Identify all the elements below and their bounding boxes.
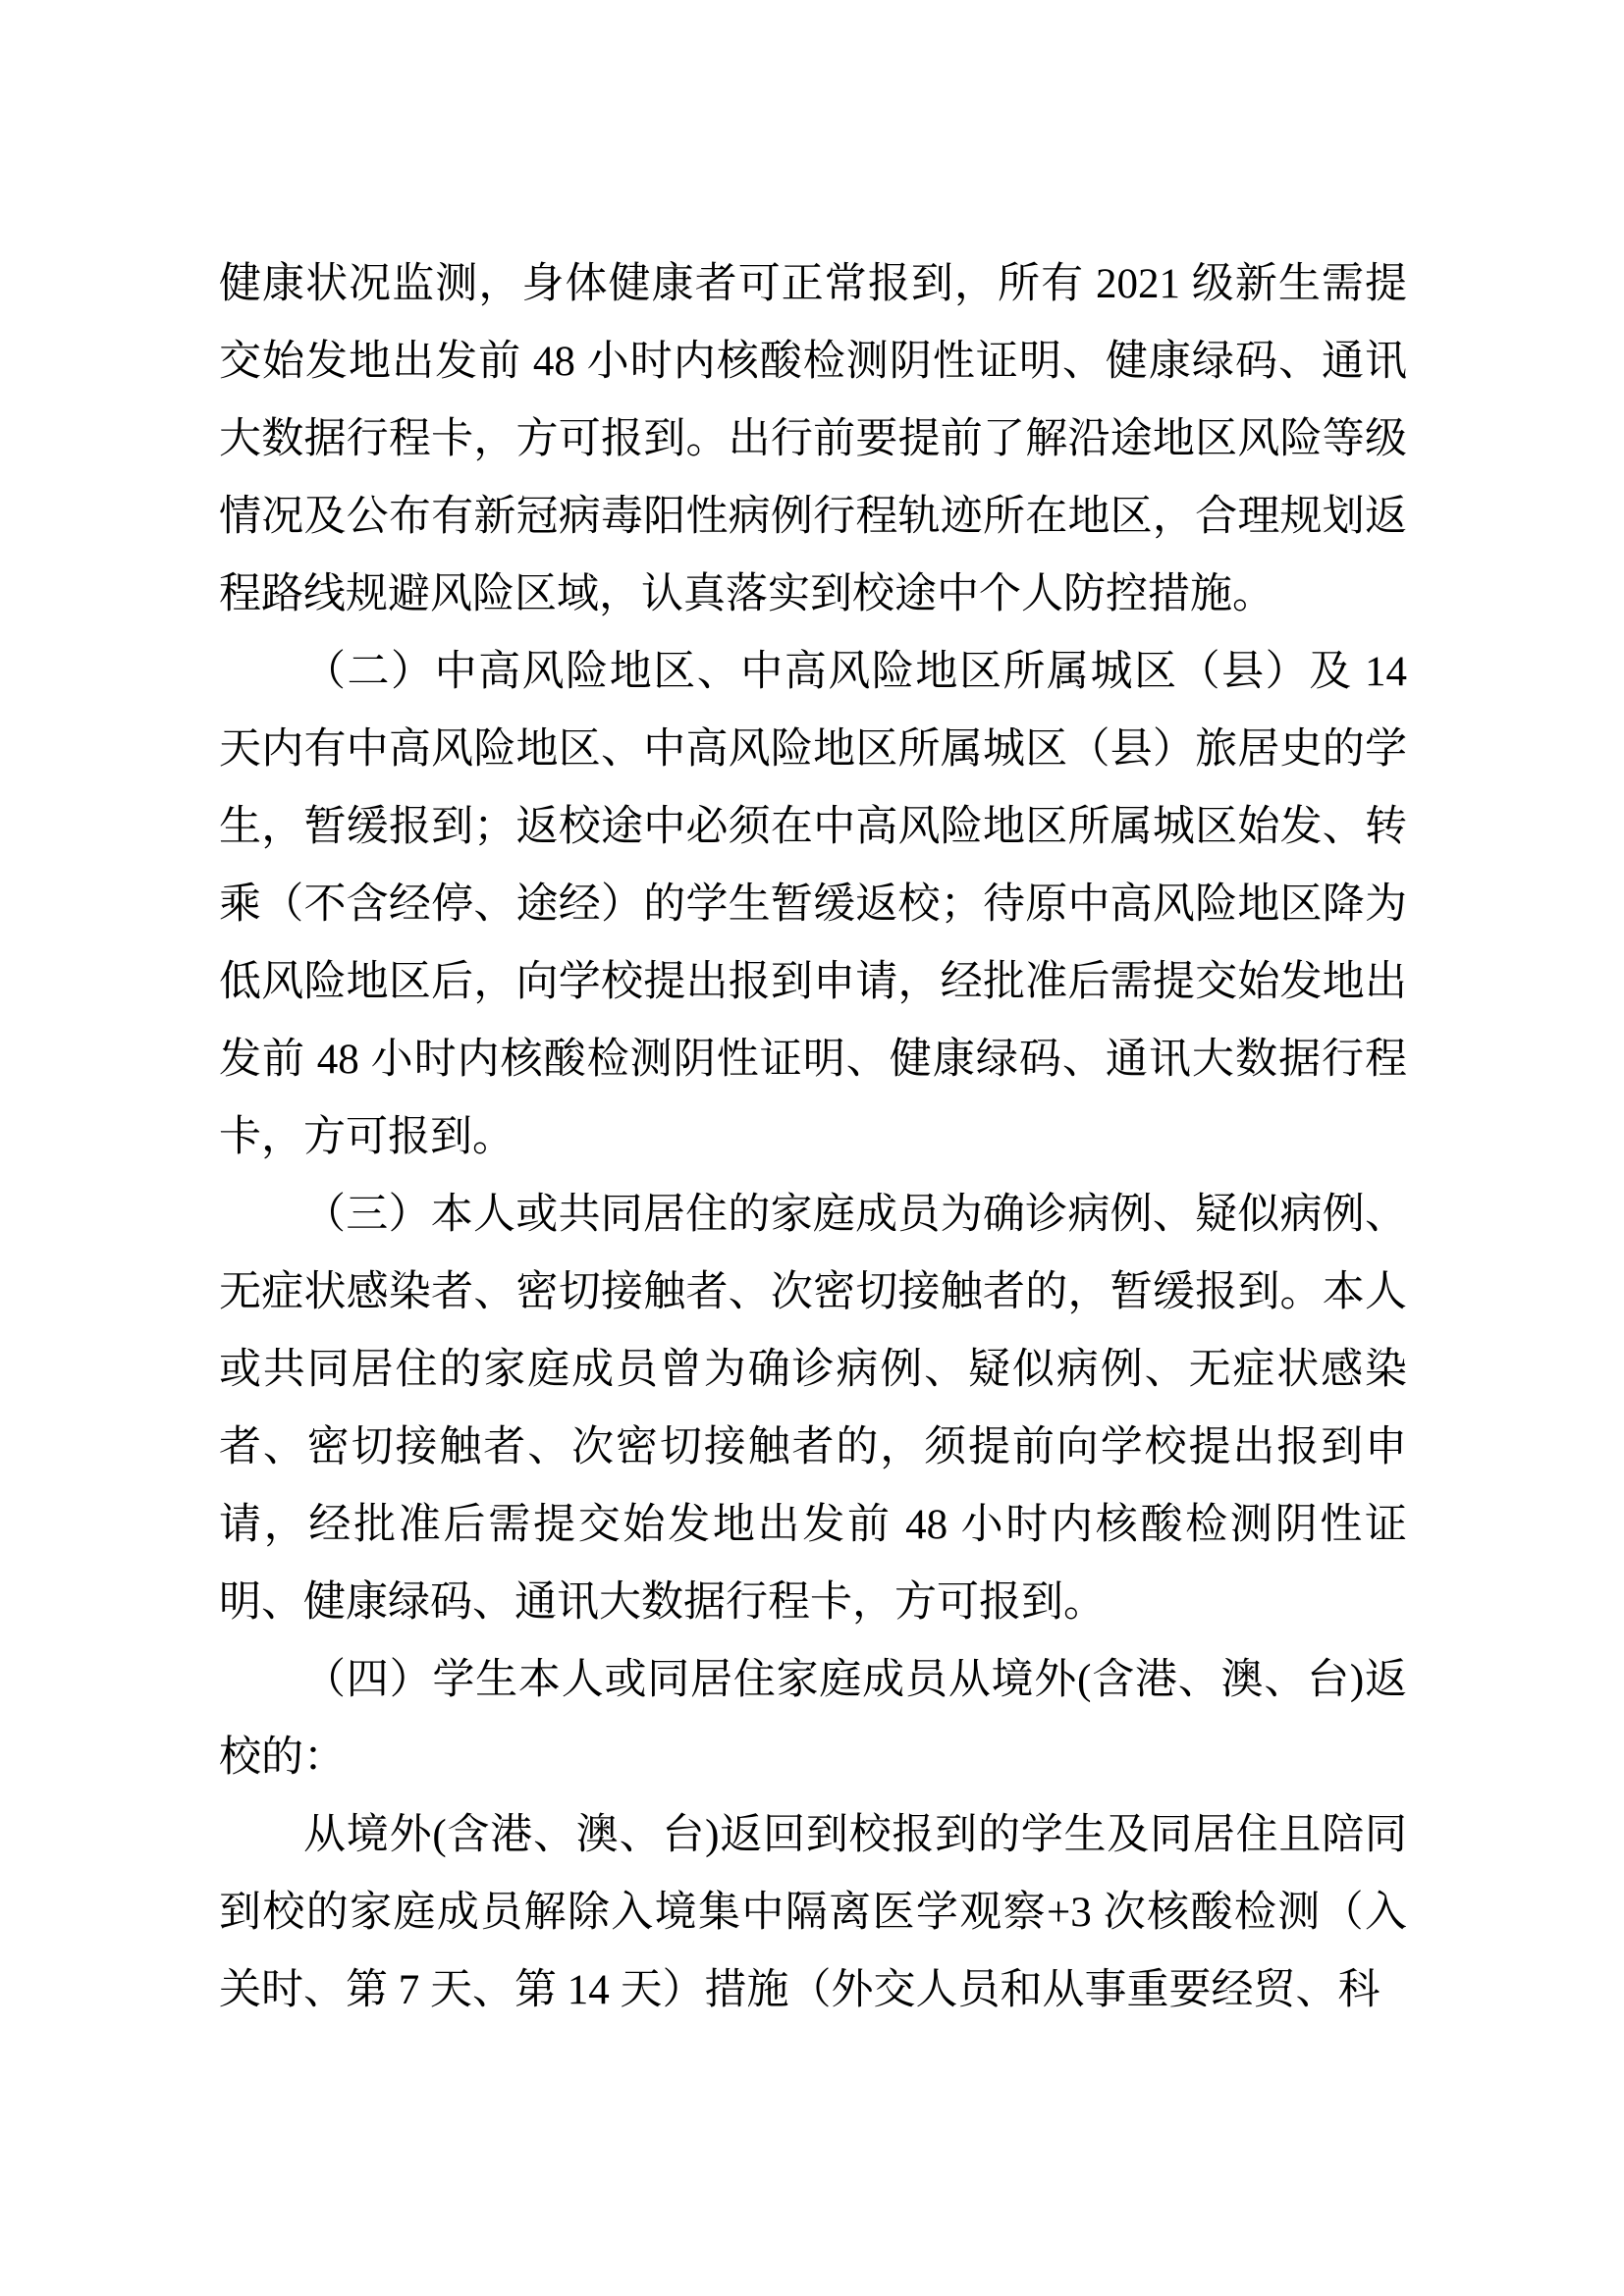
- paragraph-overseas-return: 从境外(含港、澳、台)返回到校报到的学生及同居住且陪同到校的家庭成员解除入境集中隔离医学观察+3 次核酸检测（入关时、第 7 天、第 14 天）措施（外交人员和从事重要经贸、科: [219, 1812, 1407, 2013]
- document-text-block: [219, 245, 1407, 2029]
- paragraph-item-four: （四）学生本人或同居住家庭成员从境外(含港、澳、台)返校的：: [219, 1657, 1407, 1781]
- paragraph-item-two: （二）中高风险地区、中高风险地区所属城区（县）及 14 天内有中高风险地区、中高风险地区所属城区（县）旅居史的学生，暂缓报到；返校途中必须在中高风险地区所属城区始发、转乘（不含经停、途经）的学生暂缓返校；待原中高风险地区降为低风险地区后，向学校提出报到申请，经批准后需提交始发地出发前 48 小时内核酸检测阴性证明、健康绿码、通讯大数据行程卡，方可报到。: [219, 649, 1407, 1160]
- paragraph-continuation: 健康状况监测，身体健康者可正常报到，所有 2021 级新生需提交始发地出发前 48 小时内核酸检测阴性证明、健康绿码、通讯大数据行程卡，方可报到。出行前要提前了解沿途地区风险等级情况及公布有新冠病毒阳性病例行程轨迹所在地区，合理规划返程路线规避风险区域，认真落实到校途中个人防控措施。: [219, 261, 1407, 617]
- paragraph-item-three: （三）本人或共同居住的家庭成员为确诊病例、疑似病例、无症状感染者、密切接触者、次密切接触者的，暂缓报到。本人或共同居住的家庭成员曾为确诊病例、疑似病例、无症状感染者、密切接触者、次密切接触者的，须提前向学校提出报到申请，经批准后需提交始发地出发前 48 小时内核酸检测阴性证明、健康绿码、通讯大数据行程卡，方可报到。: [219, 1192, 1407, 1626]
